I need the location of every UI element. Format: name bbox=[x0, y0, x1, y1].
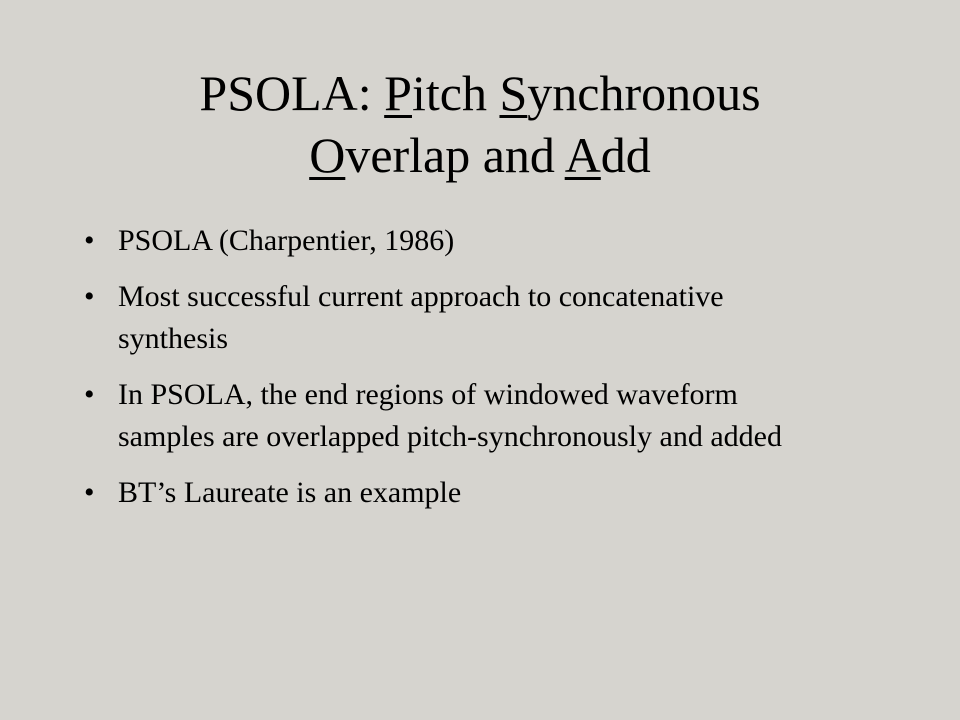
bullet-text: Most successful current approach to concatenative synthesis bbox=[118, 280, 724, 355]
title-text: ynchronous bbox=[527, 65, 761, 121]
title-text: PSOLA: bbox=[199, 65, 385, 121]
bullet-list bbox=[84, 220, 814, 528]
bullet-dot-icon: • bbox=[84, 378, 95, 411]
bullet-dot-icon: • bbox=[84, 280, 95, 313]
bullet-item bbox=[84, 276, 814, 360]
title-underlined-letter: A bbox=[564, 127, 601, 183]
bullet-text: PSOLA (Charpentier, 1986) bbox=[118, 224, 455, 257]
title-line-1 bbox=[0, 62, 960, 124]
title-underlined-letter: P bbox=[384, 65, 412, 121]
slide-title bbox=[0, 62, 960, 186]
bullet-dot-icon: • bbox=[84, 476, 95, 509]
title-underlined-letter: S bbox=[499, 65, 528, 121]
title-text: verlap and bbox=[345, 127, 565, 183]
title-underlined-letter: O bbox=[309, 127, 346, 183]
title-text: itch bbox=[411, 65, 500, 121]
bullet-text: In PSOLA, the end regions of windowed waveform samples are overlapped pitch-synchronously and added bbox=[118, 378, 782, 453]
title-line-2 bbox=[0, 124, 960, 186]
bullet-item bbox=[84, 220, 814, 262]
bullet-item bbox=[84, 374, 814, 458]
title-text: dd bbox=[600, 127, 651, 183]
bullet-item bbox=[84, 472, 814, 514]
bullet-text: BT’s Laureate is an example bbox=[118, 476, 462, 509]
bullet-dot-icon: • bbox=[84, 224, 95, 257]
